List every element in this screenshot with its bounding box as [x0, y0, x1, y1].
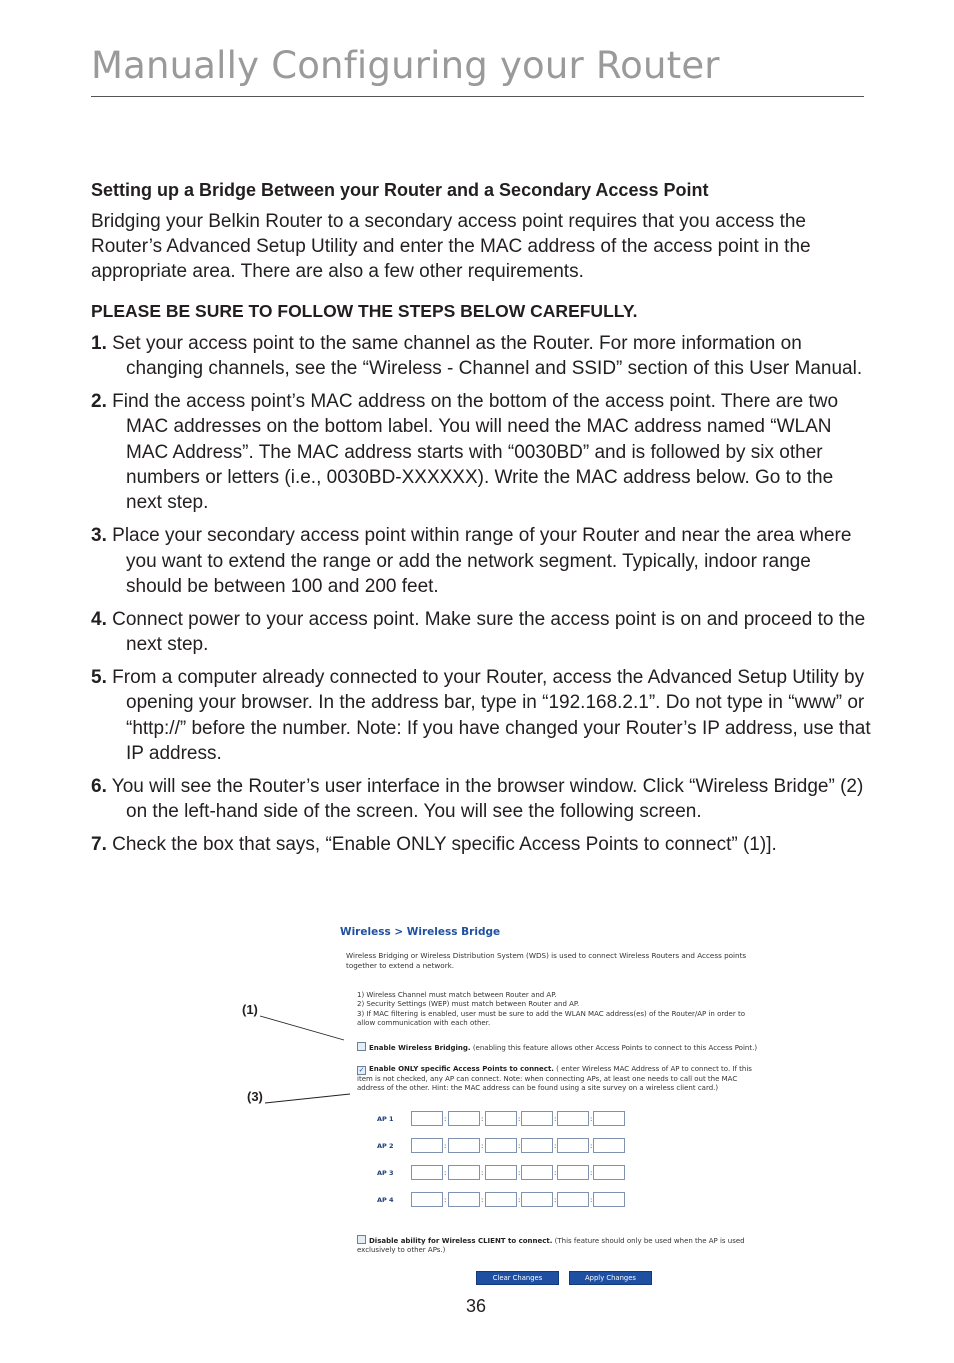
step-text: Set your access point to the same channel as the Router. For more information on changing channels, see the “Wireless - Channel and SSID” section of this User Manual. — [112, 333, 863, 380]
colon-separator: : — [481, 1196, 484, 1204]
step-text: Check the box that says, “Enable ONLY specific Access Points to connect” (1)]. — [112, 833, 777, 855]
enable-only-note: ( enter Wireless MAC Address of AP to connect to. If this item is not checked, any AP can connect. Note: when connecting APs, at least one needs to call out the MAC address of the other. Hint: the MAC address can be found using a site survey on a wireless client card.) — [357, 1065, 752, 1093]
colon-separator: : — [590, 1115, 593, 1123]
colon-separator: : — [554, 1196, 557, 1204]
colon-separator: : — [518, 1169, 521, 1177]
leader-line-3 — [265, 1094, 350, 1103]
colon-separator: : — [554, 1169, 557, 1177]
step-text: From a computer already connected to your Router, access the Advanced Setup Utility by opening your browser. In the address bar, type in “192.168.2.1”. Do not type in “www” or “http://” before the number. Note: If you have changed your Router’s IP address, use that IP address. — [112, 666, 871, 764]
colon-separator: : — [518, 1142, 521, 1150]
colon-separator: : — [444, 1115, 447, 1123]
colon-separator: : — [554, 1142, 557, 1150]
step-text: Find the access point’s MAC address on the bottom of the access point. There are two MAC addresses on the bottom label. You will need the MAC address named “WLAN MAC Address”. The MAC address starts with “0030BD” and is followed by six other numbers or letters (i.e., 0030BD-XXXXXX). Write the MAC address below. Go to the next step. — [112, 391, 839, 514]
callout-label-1: (1) — [242, 1002, 258, 1017]
colon-separator: : — [481, 1169, 484, 1177]
colon-separator: : — [518, 1115, 521, 1123]
callout-label-3: (3) — [247, 1089, 263, 1104]
colon-separator: : — [590, 1169, 593, 1177]
colon-separator: : — [554, 1115, 557, 1123]
requirement-item: 3) If MAC filtering is enabled, user must be sure to add the WLAN MAC address(es) of the Router/AP in order to allow communication with each other. — [357, 1009, 745, 1028]
colon-separator: : — [518, 1196, 521, 1204]
breadcrumb[interactable]: Wireless > Wireless Bridge — [340, 926, 501, 938]
ap-label: AP 2 — [377, 1142, 394, 1150]
page-number: 36 — [466, 1296, 487, 1316]
wds-description: Wireless Bridging or Wireless Distribution System (WDS) is used to connect Wireless Routers and Access points together to extend a network. — [346, 951, 747, 970]
intro-paragraph: Bridging your Belkin Router to a secondary access point requires that you access the Router’s Advanced Setup Utility and enter the MAC address of the access point in the appropriate area. There are also a few other requirements. — [91, 211, 811, 282]
caution-heading: PLEASE BE SURE TO FOLLOW THE STEPS BELOW CAREFULLY. — [91, 301, 638, 321]
step-number: 3. — [91, 525, 107, 547]
leader-line-1 — [260, 1016, 344, 1040]
step-number: 2. — [91, 391, 107, 413]
disable-client-note: (This feature should only be used when the AP is used exclusively to other APs.) — [357, 1237, 745, 1255]
step-number: 5. — [91, 666, 107, 688]
colon-separator: : — [481, 1115, 484, 1123]
step-text: Connect power to your access point. Make sure the access point is on and proceed to the next step. — [112, 608, 866, 656]
enable-bridging-note: (enabling this feature allows other Access Points to connect to this Access Point.) — [470, 1044, 758, 1052]
page-title: Manually Configuring your Router — [91, 44, 720, 87]
step-number: 7. — [91, 833, 107, 855]
colon-separator: : — [590, 1196, 593, 1204]
enable-only-checkbox[interactable]: ✓ — [358, 1066, 365, 1074]
step-number: 6. — [91, 775, 107, 797]
ap-label: AP 3 — [377, 1169, 394, 1177]
clear-changes-button[interactable]: Clear Changes — [476, 1271, 559, 1285]
enable-only-label: Enable ONLY specific Access Points to connect. — [369, 1065, 554, 1073]
enable-bridging-label: Enable Wireless Bridging. — [369, 1044, 471, 1052]
colon-separator: : — [444, 1169, 447, 1177]
requirement-item: 1) Wireless Channel must match between Router and AP. — [357, 991, 557, 999]
step-number: 1. — [91, 333, 107, 354]
apply-changes-button[interactable]: Apply Changes — [569, 1271, 652, 1285]
step-text: You will see the Router’s user interface in the browser window. Click “Wireless Bridge” (2) on the left-hand side of the screen. You will see the following screen. — [111, 775, 864, 823]
requirement-item: 2) Security Settings (WEP) must match between Router and AP. — [357, 1000, 580, 1009]
colon-separator: : — [444, 1196, 447, 1204]
ap-label: AP 1 — [377, 1115, 394, 1123]
colon-separator: : — [481, 1142, 484, 1150]
disable-client-label: Disable ability for Wireless CLIENT to connect. — [369, 1237, 553, 1245]
ap-label: AP 4 — [377, 1196, 394, 1204]
step-text: Place your secondary access point within range of your Router and near the area where you want to extend the range or add the network segment. Typically, indoor range should be between 100 and 200 feet. — [112, 525, 852, 597]
colon-separator: : — [590, 1142, 593, 1150]
colon-separator: : — [444, 1142, 447, 1150]
section-heading: Setting up a Bridge Between your Router and a Secondary Access Point — [91, 180, 709, 200]
step-number: 4. — [91, 608, 107, 630]
